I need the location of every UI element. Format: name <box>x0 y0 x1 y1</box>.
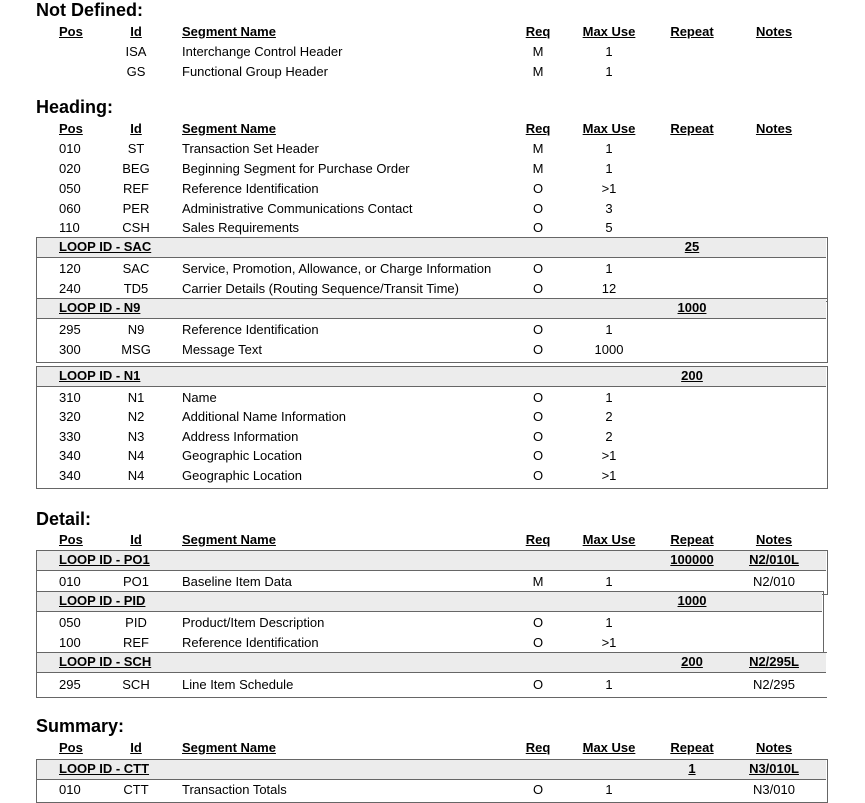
loop-sch-row-segment-name: Line Item Schedule <box>182 677 294 692</box>
loop-n9-row-pos: 295 <box>59 322 81 337</box>
loop-n1-row-pos: 330 <box>59 429 81 444</box>
summary-header-segment-name: Segment Name <box>182 740 276 755</box>
loop-n1-row-pos: 340 <box>59 468 81 483</box>
loop-sac-row-req: O <box>532 281 544 296</box>
not-defined-header-repeat: Repeat <box>670 24 714 39</box>
detail-header-segment-name: Segment Name <box>182 532 276 547</box>
loop-n1-repeat: 200 <box>681 368 703 383</box>
loop-po1-header-divider <box>36 570 826 571</box>
loop-n1-row-id: N3 <box>127 429 145 444</box>
heading-row-pos: 010 <box>59 141 81 156</box>
loop-ctt-header-divider <box>36 779 826 780</box>
detail-header-id: Id <box>130 532 142 547</box>
heading-row-segment-name: Reference Identification <box>182 181 319 196</box>
heading-row-req: O <box>532 220 544 235</box>
loop-pid-row-max-use: >1 <box>601 635 617 650</box>
loop-pid-row-req: O <box>532 635 544 650</box>
detail-header-repeat: Repeat <box>670 532 714 547</box>
not-defined-row-req: M <box>532 64 544 79</box>
detail-header-notes: Notes <box>755 532 793 547</box>
section-title-heading: Heading: <box>36 97 114 117</box>
loop-n1-row-segment-name: Additional Name Information <box>182 409 347 424</box>
loop-sch-row-notes: N2/295 <box>753 677 795 692</box>
loop-ctt-row-id: CTT <box>123 782 149 797</box>
loop-n1-row-pos: 340 <box>59 448 81 463</box>
loop-pid-row-segment-name: Product/Item Description <box>182 615 325 630</box>
heading-header-repeat: Repeat <box>670 121 714 136</box>
loop-sac-row-pos: 240 <box>59 281 81 296</box>
loop-sch-row-id: SCH <box>122 677 150 692</box>
heading-row-pos: 060 <box>59 201 81 216</box>
loop-n1-row-req: O <box>532 429 544 444</box>
loop-n1-row-id: N2 <box>127 409 145 424</box>
loop-pid-row-segment-name: Reference Identification <box>182 635 319 650</box>
loop-sac-header-divider <box>36 257 826 258</box>
summary-header-max-use: Max Use <box>582 740 636 755</box>
loop-n1-row-req: O <box>532 448 544 463</box>
heading-header-id: Id <box>130 121 142 136</box>
not-defined-row-id: ISA <box>125 44 147 59</box>
loop-n1-row-segment-name: Geographic Location <box>182 448 302 463</box>
loop-ctt-row-req: O <box>532 782 544 797</box>
loop-po1-row-notes: N2/010 <box>753 574 795 589</box>
loop-n1-row-id: N1 <box>127 390 145 405</box>
loop-po1-row-req: M <box>532 574 544 589</box>
summary-header-repeat: Repeat <box>670 740 714 755</box>
loop-n9-row-segment-name: Reference Identification <box>182 322 319 337</box>
loop-ctt-title: LOOP ID - CTT <box>59 761 150 776</box>
loop-n1-row-pos: 310 <box>59 390 81 405</box>
loop-sac-row-max-use: 12 <box>601 281 617 296</box>
not-defined-row-segment-name: Interchange Control Header <box>182 44 343 59</box>
heading-row-req: O <box>532 201 544 216</box>
loop-sac-row-req: O <box>532 261 544 276</box>
loop-n9-header-divider <box>36 318 826 319</box>
loop-pid-row-req: O <box>532 615 544 630</box>
section-title-not-defined: Not Defined: <box>36 0 143 20</box>
detail-header-pos: Pos <box>59 532 83 547</box>
loop-n1-row-max-use: 2 <box>605 429 613 444</box>
loop-ctt-row-max-use: 1 <box>605 782 613 797</box>
heading-row-req: M <box>532 141 544 156</box>
loop-n9-row-max-use: 1 <box>605 322 613 337</box>
summary-header-req: Req <box>525 740 551 755</box>
heading-row-segment-name: Sales Requirements <box>182 220 300 235</box>
section-title-detail: Detail: <box>36 509 92 529</box>
heading-row-segment-name: Beginning Segment for Purchase Order <box>182 161 410 176</box>
loop-n1-row-pos: 320 <box>59 409 81 424</box>
loop-sch-title: LOOP ID - SCH <box>59 654 152 669</box>
loop-pid-row-pos: 050 <box>59 615 81 630</box>
heading-row-id: CSH <box>122 220 150 235</box>
loop-sac-row-max-use: 1 <box>605 261 613 276</box>
heading-row-max-use: 1 <box>605 141 613 156</box>
heading-row-segment-name: Transaction Set Header <box>182 141 319 156</box>
loop-n1-row-max-use: 1 <box>605 390 613 405</box>
loop-po1-row-segment-name: Baseline Item Data <box>182 574 292 589</box>
not-defined-row-id: GS <box>126 64 146 79</box>
loop-n9-row-pos: 300 <box>59 342 81 357</box>
not-defined-header-max-use: Max Use <box>582 24 636 39</box>
not-defined-header-req: Req <box>525 24 551 39</box>
loop-po1-notes: N2/010L <box>749 552 799 567</box>
loop-po1-row-pos: 010 <box>59 574 81 589</box>
loop-pid-repeat: 1000 <box>677 593 707 608</box>
loop-n1-row-max-use: >1 <box>601 448 617 463</box>
loop-sch-row-req: O <box>532 677 544 692</box>
heading-header-req: Req <box>525 121 551 136</box>
loop-pid-row-max-use: 1 <box>605 615 613 630</box>
loop-n1-row-req: O <box>532 468 544 483</box>
not-defined-row-max-use: 1 <box>605 64 613 79</box>
heading-row-segment-name: Administrative Communications Contact <box>182 201 413 216</box>
loop-n1-row-id: N4 <box>127 468 145 483</box>
loop-po1-title: LOOP ID - PO1 <box>59 552 150 567</box>
loop-n1-row-segment-name: Address Information <box>182 429 299 444</box>
loop-sac-repeat: 25 <box>684 239 700 254</box>
loop-pid-title: LOOP ID - PID <box>59 593 146 608</box>
summary-header-id: Id <box>130 740 142 755</box>
loop-sch-header-divider <box>36 672 826 673</box>
loop-ctt-repeat: 1 <box>688 761 696 776</box>
heading-row-max-use: 3 <box>605 201 613 216</box>
not-defined-header-pos: Pos <box>59 24 83 39</box>
detail-header-max-use: Max Use <box>582 532 636 547</box>
heading-row-req: O <box>532 181 544 196</box>
not-defined-header-id: Id <box>130 24 142 39</box>
section-title-summary: Summary: <box>36 716 125 736</box>
loop-po1-repeat: 100000 <box>670 552 714 567</box>
loop-n1-row-req: O <box>532 409 544 424</box>
loop-sac-row-pos: 120 <box>59 261 81 276</box>
heading-row-pos: 020 <box>59 161 81 176</box>
heading-row-id: PER <box>122 201 150 216</box>
summary-header-notes: Notes <box>755 740 793 755</box>
loop-sch-row-max-use: 1 <box>605 677 613 692</box>
loop-n1-header-divider <box>36 386 826 387</box>
loop-pid-row-pos: 100 <box>59 635 81 650</box>
not-defined-header-segment-name: Segment Name <box>182 24 276 39</box>
loop-po1-row-max-use: 1 <box>605 574 613 589</box>
heading-header-pos: Pos <box>59 121 83 136</box>
loop-n1-row-segment-name: Geographic Location <box>182 468 302 483</box>
heading-header-segment-name: Segment Name <box>182 121 276 136</box>
heading-row-max-use: >1 <box>601 181 617 196</box>
loop-ctt-row-pos: 010 <box>59 782 81 797</box>
loop-n9-title: LOOP ID - N9 <box>59 300 141 315</box>
heading-header-notes: Notes <box>755 121 793 136</box>
loop-sac-row-segment-name: Carrier Details (Routing Sequence/Transit Time) <box>182 281 459 296</box>
heading-row-id: ST <box>127 141 145 156</box>
loop-ctt-notes: N3/010L <box>749 761 799 776</box>
loop-n9-row-id: N9 <box>127 322 145 337</box>
loop-sch-notes: N2/295L <box>749 654 799 669</box>
loop-sch-repeat: 200 <box>681 654 703 669</box>
loop-n1-row-req: O <box>532 390 544 405</box>
heading-row-req: M <box>532 161 544 176</box>
loop-pid-row-id: REF <box>123 635 149 650</box>
loop-sac-title: LOOP ID - SAC <box>59 239 152 254</box>
not-defined-row-max-use: 1 <box>605 44 613 59</box>
loop-n1-row-id: N4 <box>127 448 145 463</box>
loop-n9-row-segment-name: Message Text <box>182 342 262 357</box>
loop-sac-row-segment-name: Service, Promotion, Allowance, or Charge Information <box>182 261 492 276</box>
loop-n9-row-id: MSG <box>121 342 151 357</box>
summary-header-pos: Pos <box>59 740 83 755</box>
loop-n9-row-req: O <box>532 342 544 357</box>
loop-ctt-row-segment-name: Transaction Totals <box>182 782 287 797</box>
loop-sch-row-pos: 295 <box>59 677 81 692</box>
not-defined-row-segment-name: Functional Group Header <box>182 64 328 79</box>
loop-n9-row-max-use: 1000 <box>594 342 624 357</box>
loop-n1-title: LOOP ID - N1 <box>59 368 141 383</box>
heading-row-id: REF <box>123 181 149 196</box>
not-defined-header-notes: Notes <box>755 24 793 39</box>
loop-n1-row-max-use: >1 <box>601 468 617 483</box>
loop-n9-row-req: O <box>532 322 544 337</box>
detail-header-req: Req <box>525 532 551 547</box>
heading-row-pos: 110 <box>59 220 80 235</box>
heading-row-pos: 050 <box>59 181 81 196</box>
heading-row-id: BEG <box>122 161 150 176</box>
loop-n9-repeat: 1000 <box>677 300 707 315</box>
loop-n1-row-segment-name: Name <box>182 390 217 405</box>
heading-row-max-use: 1 <box>605 161 613 176</box>
heading-row-max-use: 5 <box>605 220 613 235</box>
loop-pid-row-id: PID <box>125 615 147 630</box>
loop-sac-row-id: TD5 <box>123 281 149 296</box>
not-defined-row-req: M <box>532 44 544 59</box>
loop-sac-row-id: SAC <box>122 261 150 276</box>
loop-pid-header-divider <box>36 611 822 612</box>
loop-n1-row-max-use: 2 <box>605 409 613 424</box>
loop-po1-row-id: PO1 <box>122 574 149 589</box>
heading-header-max-use: Max Use <box>582 121 636 136</box>
loop-ctt-row-notes: N3/010 <box>753 782 795 797</box>
